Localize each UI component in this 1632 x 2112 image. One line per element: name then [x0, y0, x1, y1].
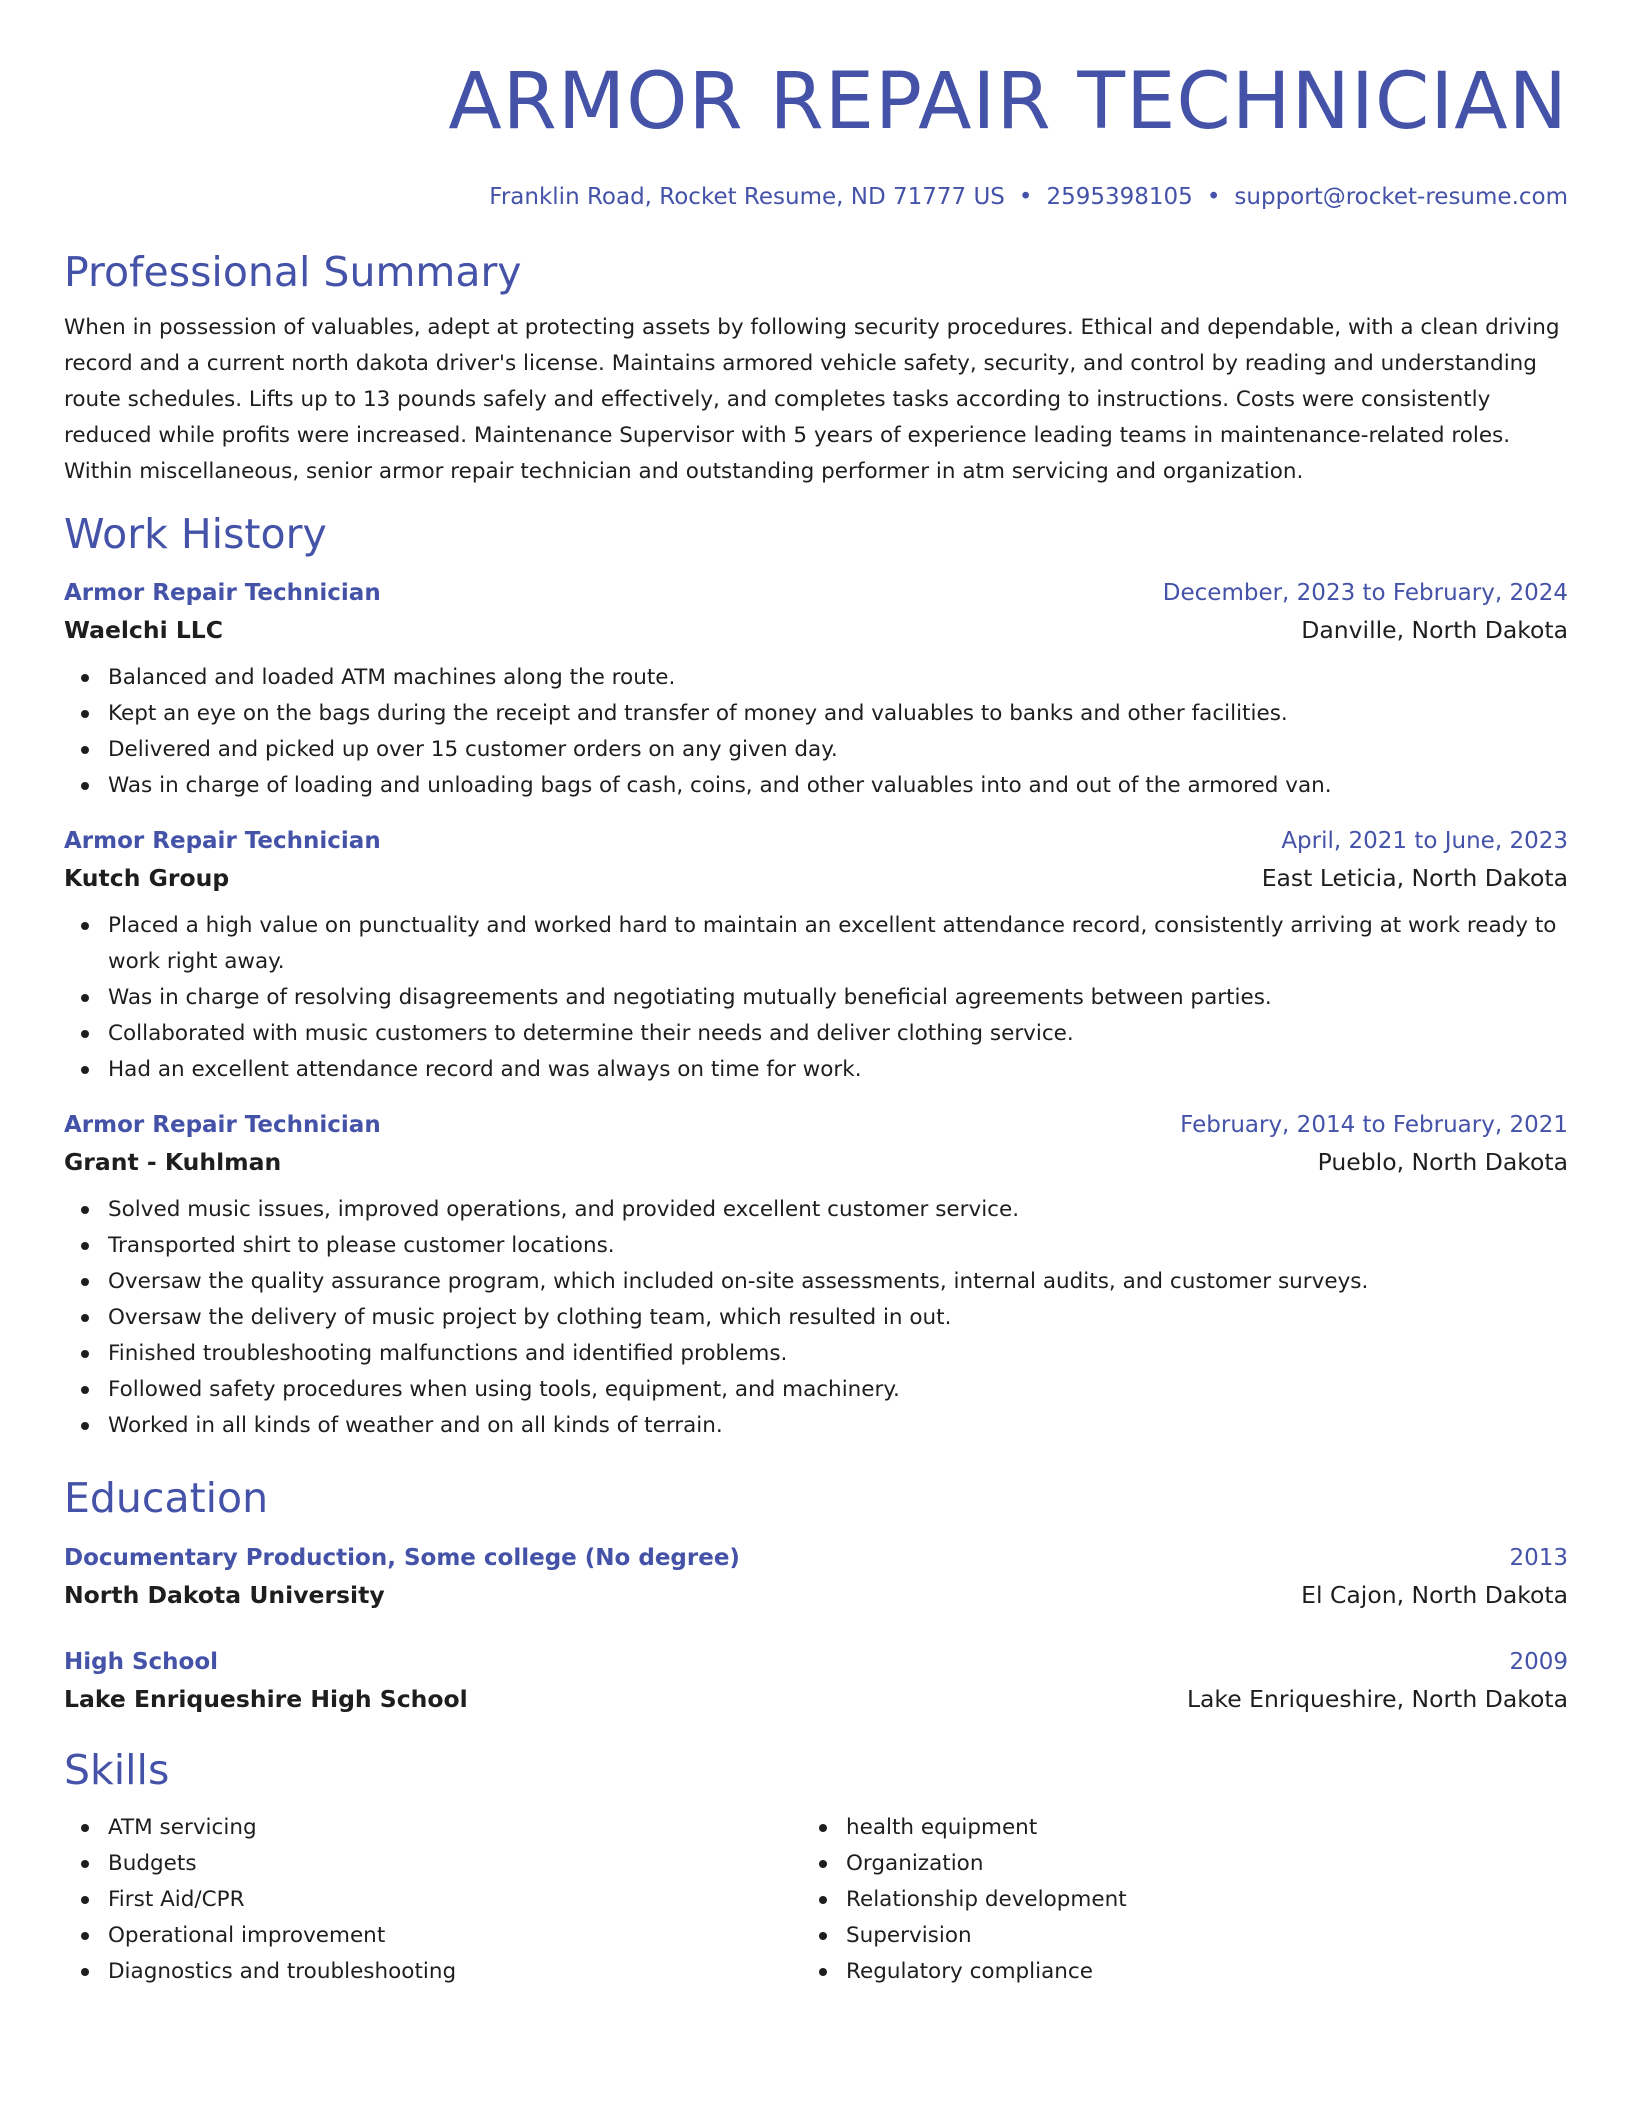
- contact-separator: •: [1206, 184, 1221, 210]
- list-item: Finished troubleshooting malfunctions and identified problems.: [108, 1336, 1568, 1372]
- skills-column-right: [802, 1810, 1540, 1990]
- education-entry: [64, 1644, 1568, 1718]
- resume-title: ARMOR REPAIR TECHNICIAN: [448, 57, 1568, 147]
- degree: High School: [64, 1649, 219, 1675]
- company-name: Grant - Kuhlman: [64, 1148, 282, 1176]
- list-item: Balanced and loaded ATM machines along the route.: [108, 660, 1568, 696]
- job-location: East Leticia, North Dakota: [1261, 864, 1568, 892]
- job-duties: [64, 660, 1568, 804]
- degree: Documentary Production, Some college (No degree): [64, 1545, 740, 1571]
- email-link[interactable]: support@rocket-resume.com: [1234, 184, 1568, 210]
- company-name: Waelchi LLC: [64, 616, 224, 644]
- skills-grid: [64, 1810, 1568, 1990]
- contact-line: [64, 182, 1568, 212]
- skills-list: [64, 1810, 802, 1990]
- company-name: Kutch Group: [64, 864, 230, 892]
- section-heading-summary: Professional Summary: [64, 248, 522, 296]
- skills-column-left: [64, 1810, 802, 1990]
- school-location: Lake Enriqueshire, North Dakota: [1186, 1685, 1568, 1713]
- list-item: Solved music issues, improved operations, and provided excellent customer service.: [108, 1192, 1568, 1228]
- job-dates: February, 2014 to February, 2021: [1180, 1112, 1568, 1138]
- school-location: El Cajon, North Dakota: [1301, 1581, 1568, 1609]
- skill-item: Regulatory compliance: [846, 1954, 1540, 1990]
- phone: 2595398105: [1046, 184, 1193, 210]
- graduation-year: 2009: [1509, 1649, 1568, 1675]
- section-heading-work-history: Work History: [64, 510, 327, 558]
- job-location: Danville, North Dakota: [1301, 616, 1568, 644]
- list-item: Worked in all kinds of weather and on all kinds of terrain.: [108, 1408, 1568, 1444]
- skill-item: First Aid/CPR: [108, 1882, 802, 1918]
- school-name: North Dakota University: [64, 1581, 385, 1609]
- list-item: Collaborated with music customers to determine their needs and deliver clothing service.: [108, 1016, 1568, 1052]
- skill-item: Relationship development: [846, 1882, 1540, 1918]
- education-entry: [64, 1540, 1568, 1614]
- job-location: Pueblo, North Dakota: [1317, 1148, 1568, 1176]
- section-heading-skills: Skills: [64, 1746, 170, 1794]
- job-dates: December, 2023 to February, 2024: [1162, 580, 1568, 606]
- skill-item: Diagnostics and troubleshooting: [108, 1954, 802, 1990]
- list-item: Delivered and picked up over 15 customer orders on any given day.: [108, 732, 1568, 768]
- skills-list: [802, 1810, 1540, 1990]
- skill-item: health equipment: [846, 1810, 1540, 1846]
- address: Franklin Road, Rocket Resume, ND 71777 US: [489, 184, 1005, 210]
- school-name: Lake Enriqueshire High School: [64, 1685, 468, 1713]
- job-entry: [64, 1108, 1568, 1444]
- list-item: Oversaw the delivery of music project by clothing team, which resulted in out.: [108, 1300, 1568, 1336]
- list-item: Had an excellent attendance record and was always on time for work.: [108, 1052, 1568, 1088]
- skill-item: Organization: [846, 1846, 1540, 1882]
- section-heading-education: Education: [64, 1474, 269, 1522]
- list-item: Kept an eye on the bags during the receipt and transfer of money and valuables to banks and other facilities.: [108, 696, 1568, 732]
- list-item: Was in charge of loading and unloading bags of cash, coins, and other valuables into and out of the armored van.: [108, 768, 1568, 804]
- summary-text: When in possession of valuables, adept at protecting assets by following security procedures. Ethical and dependable, with a clean driving record and a current north dakota driver's license. Maintains armored vehicle safety, security, and control by reading and understanding route schedules. Lifts up to 13 pounds safely and effectively, and completes tasks according to instructions. Costs were consistently reduced while profits were increased. Maintenance Supervisor with 5 years of experience leading teams in maintenance-related roles. Within miscellaneous, senior armor repair technician and outstanding performer in atm servicing and organization.: [64, 315, 1560, 484]
- job-title: Armor Repair Technician: [64, 1112, 381, 1138]
- job-entry: [64, 576, 1568, 804]
- list-item: Placed a high value on punctuality and worked hard to maintain an excellent attendance record, consistently arriving at work ready to work right away.: [108, 908, 1568, 980]
- list-item: Followed safety procedures when using tools, equipment, and machinery.: [108, 1372, 1568, 1408]
- graduation-year: 2013: [1509, 1545, 1568, 1571]
- job-entry: [64, 824, 1568, 1088]
- job-title: Armor Repair Technician: [64, 580, 381, 606]
- contact-separator: •: [1018, 184, 1033, 210]
- job-duties: [64, 908, 1568, 1088]
- list-item: Oversaw the quality assurance program, which included on-site assessments, internal audits, and customer surveys.: [108, 1264, 1568, 1300]
- skill-item: Budgets: [108, 1846, 802, 1882]
- skill-item: ATM servicing: [108, 1810, 802, 1846]
- skill-item: Supervision: [846, 1918, 1540, 1954]
- job-dates: April, 2021 to June, 2023: [1281, 828, 1568, 854]
- job-duties: [64, 1192, 1568, 1444]
- list-item: Was in charge of resolving disagreements and negotiating mutually beneficial agreements between parties.: [108, 980, 1568, 1016]
- job-title: Armor Repair Technician: [64, 828, 381, 854]
- list-item: Transported shirt to please customer locations.: [108, 1228, 1568, 1264]
- skill-item: Operational improvement: [108, 1918, 802, 1954]
